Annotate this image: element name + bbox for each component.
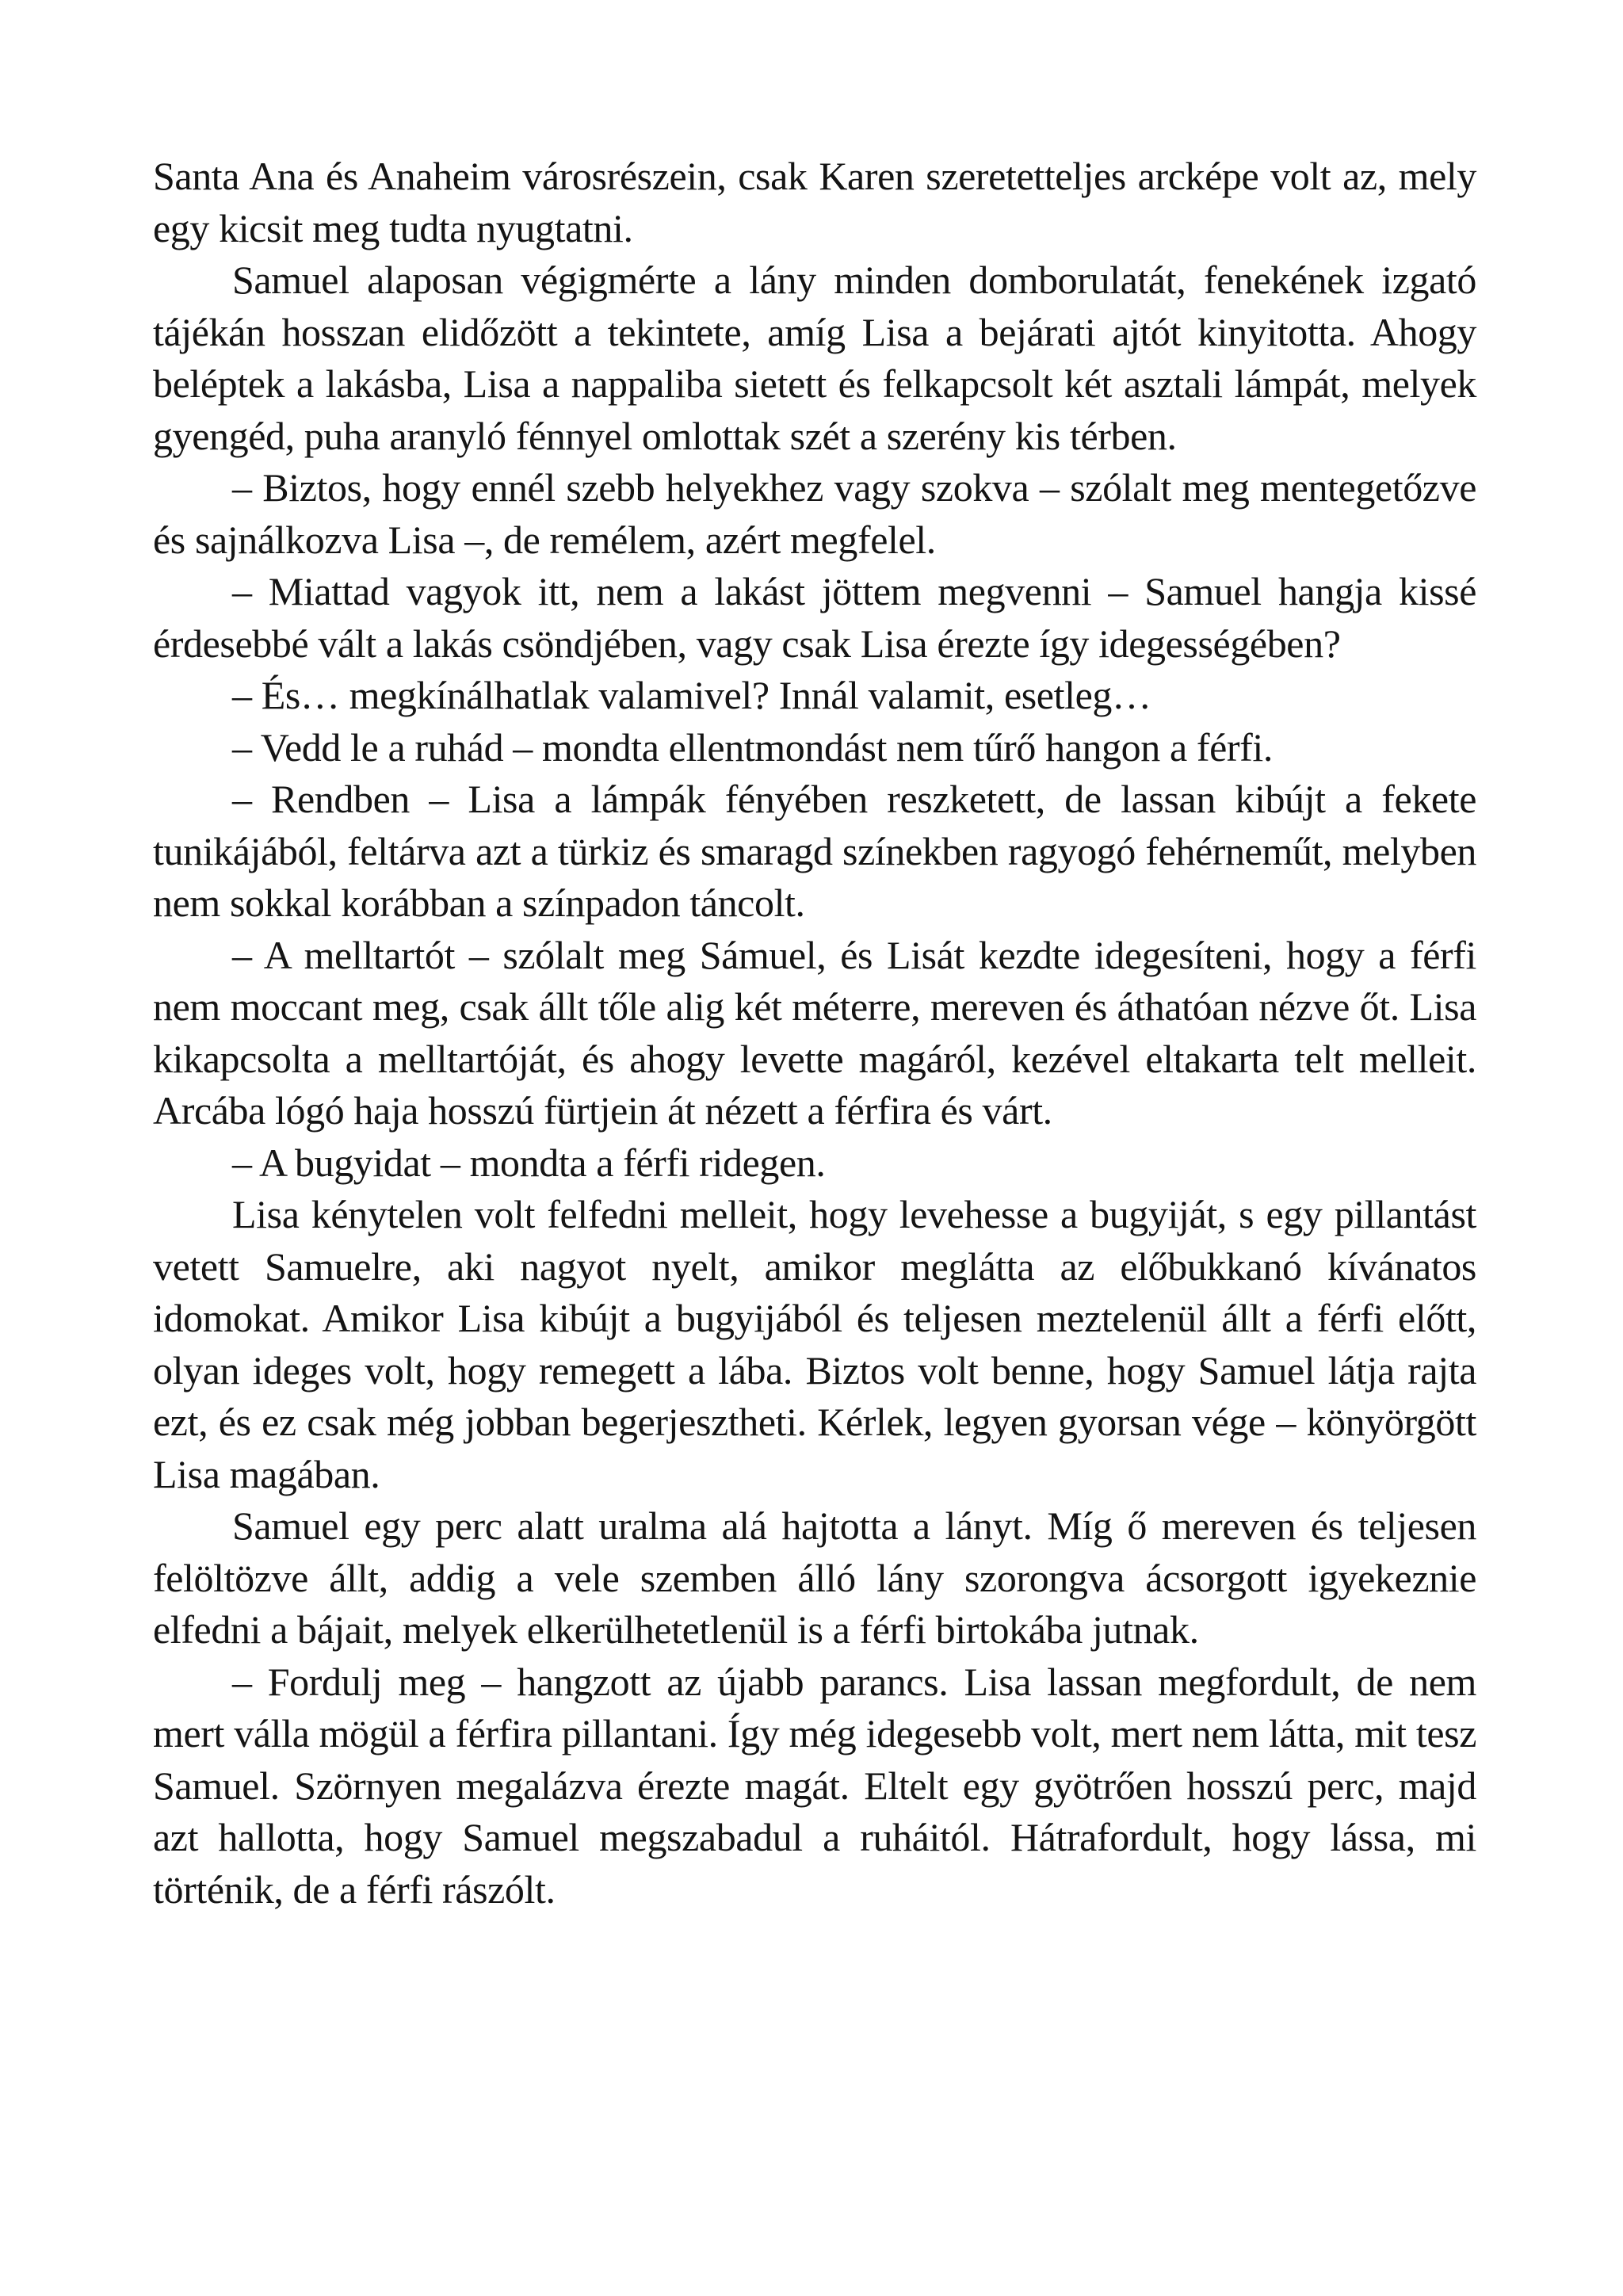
paragraph-10: Lisa kénytelen volt felfedni melleit, hogy levehesse a bugyiját, s egy pillantást vetett Samuelre, aki nagyot nyelt, amikor meglátta az előbukkanó kívánatos idomokat. Amikor Lisa kibújt a bugyijából és teljesen meztelenül állt a férfi előtt, olyan ideges volt, hogy remegett a lába. Biztos volt benne, hogy Samuel látja rajta ezt, és ez csak még jobban begerjesztheti. Kérlek, legyen gyorsan vége – könyörgött Lisa magában. bbox=[153, 1192, 1476, 1496]
paragraph-4: – Miattad vagyok itt, nem a lakást jöttem megvenni – Samuel hangja kissé érdesebbé vált a lakás csöndjében, vagy csak Lisa érezte így idegességében? bbox=[153, 569, 1476, 666]
paragraph-3: – Biztos, hogy ennél szebb helyekhez vagy szokva – szólalt meg mentegetőzve és sajnálkozva Lisa –, de remélem, azért megfelel. bbox=[153, 465, 1476, 562]
paragraph-1: Santa Ana és Anaheim városrészein, csak Karen szeretetteljes arcképe volt az, mely egy kicsit meg tudta nyugtatni. bbox=[153, 154, 1476, 250]
document-page bbox=[153, 151, 1476, 1916]
paragraph-7: – Rendben – Lisa a lámpák fényében reszketett, de lassan kibújt a fekete tunikájából, feltárva azt a türkiz és smaragd színekben ragyogó fehérneműt, melyben nem sokkal korábban a színpadon táncolt. bbox=[153, 777, 1476, 925]
paragraph-5: – És… megkínálhatlak valamivel? Innál valamit, esetleg… bbox=[232, 673, 1151, 717]
paragraph-9: – A bugyidat – mondta a férfi ridegen. bbox=[232, 1140, 826, 1185]
paragraph-8: – A melltartót – szólalt meg Sámuel, és Lisát kezdte idegesíteni, hogy a férfi nem moccant meg, csak állt tőle alig két méterre, mereven és áthatóan nézve őt. Lisa kikapcsolta a melltartóját, és ahogy levette magáról, kezével eltakarta telt melleit. Arcába lógó haja hosszú fürtjein át nézett a férfira és várt. bbox=[153, 932, 1476, 1133]
paragraph-6: – Vedd le a ruhád – mondta ellentmondást nem tűrő hangon a férfi. bbox=[232, 724, 1273, 770]
paragraph-2: Samuel alaposan végigmérte a lány minden domborulatát, fenekének izgató tájékán hosszan elidőzött a tekintete, amíg Lisa a bejárati ajtót kinyitotta. Ahogy beléptek a lakásba, Lisa a nappaliba sietett és felkapcsolt két asztali lámpát, melyek gyengéd, puha aranyló fénnyel omlottak szét a szerény kis térben. bbox=[153, 258, 1476, 458]
paragraph-11: Samuel egy perc alatt uralma alá hajtotta a lányt. Míg ő mereven és teljesen felöltözve állt, addig a vele szemben álló lány szorongva ácsorgott igyekeznie elfedni a bájait, melyek elkerülhetetlenül is a férfi birtokába jutnak. bbox=[153, 1503, 1476, 1652]
paragraph-12: – Fordulj meg – hangzott az újabb parancs. Lisa lassan megfordult, de nem mert válla mögül a férfira pillantani. Így még idegesebb volt, mert nem látta, mit tesz Samuel. Szörnyen megalázva érezte magát. Eltelt egy gyötrően hosszú perc, majd azt hallotta, hogy Samuel megszabadul a ruháitól. Hátrafordult, hogy lássa, mi történik, de a férfi rászólt. bbox=[153, 1659, 1476, 1912]
